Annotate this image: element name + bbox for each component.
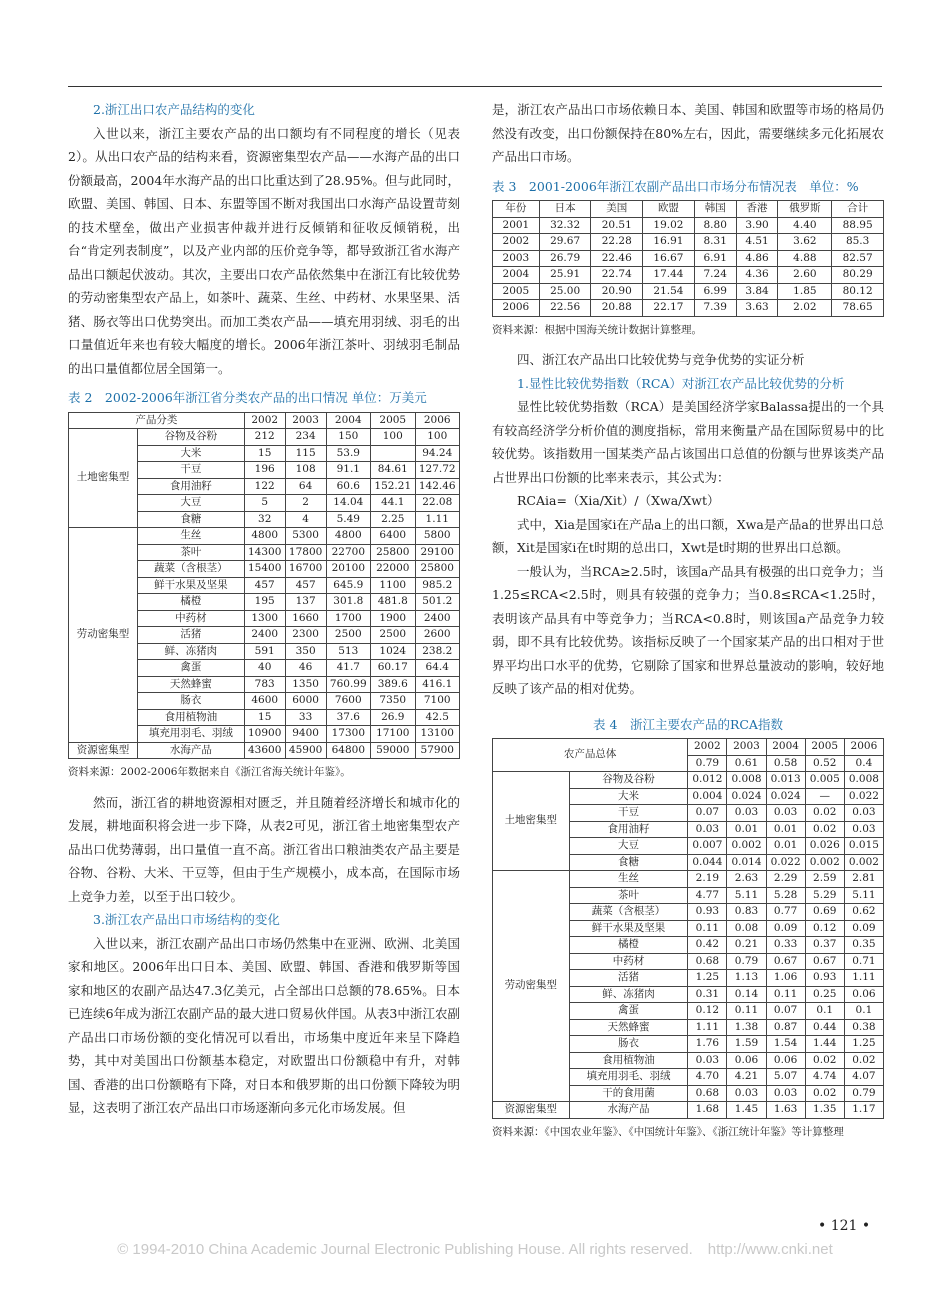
table-row: 大米 0.004 0.024 0.024 — 0.022 — [493, 788, 884, 805]
table-row: 橘橙 0.42 0.21 0.33 0.37 0.35 — [493, 937, 884, 954]
section-heading-export-structure: 2.浙江出口农产品结构的变化 — [93, 102, 255, 117]
table-row: 土地密集型 谷物及谷粉 212 234 150 100 100 — [69, 429, 460, 446]
left-column — [68, 98, 460, 1120]
table3-caption: 表 3 2001-2006年浙江农副产品出口市场分布情况表 单位：% — [492, 178, 859, 194]
table2-caption: 表 2 2002-2006年浙江省分类农产品的出口情况 单位：万美元 — [68, 390, 427, 405]
table-row: 茶叶 4.77 5.11 5.28 5.29 5.11 — [493, 887, 884, 904]
table-row: 食用植物油 15 33 37.6 26.9 42.5 — [69, 709, 460, 726]
table-row: 劳动密集型 生丝 2.19 2.63 2.29 2.59 2.81 — [493, 871, 884, 888]
table2-source: 资料来源：2002-2006年数据来自《浙江省海关统计年鉴》。 — [68, 766, 351, 778]
table-row: 填充用羽毛、羽绒 10900 9400 17300 17100 13100 — [69, 726, 460, 743]
table-row: 天然蜂蜜 783 1350 760.99 389.6 416.1 — [69, 676, 460, 693]
table-row: 2003 26.79 22.46 16.67 6.91 4.86 4.88 82.57 — [493, 250, 884, 267]
paragraph-market-continued: 是，浙江农产品出口市场依赖日本、美国、韩国和欧盟等市场的格局仍然没有改变，出口份额保持在80%左右，因此，需要继续多元化拓展农产品出口市场。 — [492, 102, 884, 164]
table-row: 活猪 2400 2300 2500 2500 2600 — [69, 627, 460, 644]
table-row: 产品分类 2002 2003 2004 2005 2006 — [69, 412, 460, 429]
table-row: 中药材 0.68 0.79 0.67 0.67 0.71 — [493, 953, 884, 970]
table-row: 2004 25.91 22.74 17.44 7.24 4.36 2.60 80.29 — [493, 267, 884, 284]
table-row: 鲜、冻猪肉 0.31 0.14 0.11 0.25 0.06 — [493, 986, 884, 1003]
table-row: 资源密集型 水海产品 1.68 1.45 1.63 1.35 1.17 — [493, 1102, 884, 1119]
table-row: 大米 15 115 53.9 94.24 — [69, 445, 460, 462]
table3-source: 资料来源：根据中国海关统计数据计算整理。 — [492, 323, 702, 336]
table-row: 食用油籽 122 64 60.6 152.21 142.46 — [69, 478, 460, 495]
paragraph-land-resources: 然而，浙江省的耕地资源相对匮乏，并且随着经济增长和城市化的发展，耕地面积将会进一步下降，从表2可见，浙江省土地密集型农产品出口优势薄弱，出口量值一直不高。浙江省出口粮油类农产品主要是谷物、谷粉、大米、干豆等，但由于生产规模小，成本高，在国际市场上竞争力差，以至于出口较少。 — [68, 794, 460, 904]
table-row: 0.79 0.61 0.58 0.52 0.4 — [493, 755, 884, 772]
table-row: 干的食用菌 0.68 0.03 0.03 0.02 0.79 — [493, 1085, 884, 1102]
rca-formula: RCAia=（Xia/Xit）/（Xwa/Xwt） — [517, 493, 720, 508]
table-row: 2006 22.56 20.88 22.17 7.39 3.63 2.02 78.65 — [493, 300, 884, 317]
paragraph-formula-variables: 式中，Xia是国家i在产品a上的出口额，Xwa是产品a的世界出口总额，Xit是国家i在t时期的总出口，Xwt是t时期的世界出口总额。 — [492, 516, 884, 555]
table-row: 劳动密集型 生丝 4800 5300 4800 6400 5800 — [69, 528, 460, 545]
table-row: 食糖 0.044 0.014 0.022 0.002 0.002 — [493, 854, 884, 871]
table-row: 土地密集型 谷物及谷粉 0.012 0.008 0.013 0.005 0.008 — [493, 772, 884, 789]
table-row: 2001 32.32 20.51 19.02 8.80 3.90 4.40 88.95 — [493, 217, 884, 234]
copyright-watermark: © 1994-2010 China Academic Journal Electronic Publishing House. All rights reserved. http://www.cnki.net — [117, 1241, 833, 1258]
table4-caption: 表 4 浙江主要农产品的RCA指数 — [593, 716, 783, 732]
table-row: 干豆 0.07 0.03 0.03 0.02 0.03 — [493, 805, 884, 822]
table-row: 茶叶 14300 17800 22700 25800 29100 — [69, 544, 460, 561]
table-row: 禽蛋 40 46 41.7 60.17 64.4 — [69, 660, 460, 677]
table-row: 肠衣 4600 6000 7600 7350 7100 — [69, 693, 460, 710]
table-row: 大豆 0.007 0.002 0.01 0.026 0.015 — [493, 838, 884, 855]
subsection-heading-rca: 1.显性比较优势指数（RCA）对浙江农产品比较优势的分析 — [517, 375, 845, 391]
table-row: 资源密集型 水海产品 43600 45900 64800 59000 57900 — [69, 742, 460, 759]
table2 — [68, 412, 460, 760]
header-rule — [68, 86, 882, 87]
table-row: 活猪 1.25 1.13 1.06 0.93 1.11 — [493, 970, 884, 987]
table-row: 2002 29.67 22.28 16.91 8.31 4.51 3.62 85.3 — [493, 234, 884, 251]
table-row: 禽蛋 0.12 0.11 0.07 0.1 0.1 — [493, 1003, 884, 1020]
table-row: 农产品总体 2002 2003 2004 2005 2006 — [493, 739, 884, 756]
table3 — [492, 200, 884, 317]
table-row: 食用油籽 0.03 0.01 0.01 0.02 0.03 — [493, 821, 884, 838]
table-row: 橘橙 195 137 301.8 481.8 501.2 — [69, 594, 460, 611]
table-row: 肠衣 1.76 1.59 1.54 1.44 1.25 — [493, 1036, 884, 1053]
table4 — [492, 738, 884, 1119]
right-column — [492, 98, 884, 1150]
table-row: 食糖 32 4 5.49 2.25 1.11 — [69, 511, 460, 528]
table-row: 2005 25.00 20.90 21.54 6.99 3.84 1.85 80.12 — [493, 283, 884, 300]
paragraph-rca-definition: 显性比较优势指数（RCA）是美国经济学家Balassa提出的一个具有较高经济学分析价值的测度指标，常用来衡量产品在国际贸易中的比较优势。该指数用一国某类产品占该国出口总值的份额与世界该类产品占世界出口份额的比率来表示，其公式为： — [492, 399, 884, 485]
table-row: 年份 日本 美国 欧盟 韩国 香港 俄罗斯 合计 — [493, 201, 884, 218]
table-row: 蔬菜（含根茎） 0.93 0.83 0.77 0.69 0.62 — [493, 904, 884, 921]
table-row: 填充用羽毛、羽绒 4.70 4.21 5.07 4.74 4.07 — [493, 1069, 884, 1086]
table4-source: 资料来源：《中国农业年鉴》、《中国统计年鉴》、《浙江统计年鉴》等计算整理 — [492, 1125, 844, 1138]
paragraph-rca-thresholds: 一般认为，当RCA≥2.5时，该国a产品具有极强的出口竞争力；当1.25≤RCA<2.5时，则具有较强的竞争力；当0.8≤RCA<1.25时，表明该产品具有中等竞争力；当RCA<0.8时，则该国a产品竞争力较弱，即不具有比较优势。该指标反映了一个国家某产品的出口相对于世界平均出口水平的优势，它剔除了国家和世界总量波动的影响，较好地反映了该产品的相对优势。 — [492, 563, 884, 696]
table-row: 鲜干水果及坚果 457 457 645.9 1100 985.2 — [69, 577, 460, 594]
paragraph-market-structure: 入世以来，浙江农副产品出口市场仍然集中在亚洲、欧洲、北美国家和地区。2006年出口日本、美国、欧盟、韩国、香港和俄罗斯等国家和地区的农副产品达47.3亿美元，占全部出口总额的78.65%。日本已连续6年成为浙江农副产品的最大进口贸易伙伴国。从表3中浙江农副产品出口市场份额的变化情况可以看出，市场集中度近年来呈下降趋势，其中对美国出口份额基本稳定，对欧盟出口份额稳中有升，对韩国、香港的出口份额略有下降，对日本和俄罗斯的出口份额下降较为明显，这表明了浙江农产品出口市场逐渐向多元化市场发展。但 — [68, 935, 460, 1115]
section-heading-empirical-analysis: 四、浙江农产品出口比较优势与竞争优势的实证分析 — [517, 352, 805, 367]
page-number: • 121 • — [818, 1218, 871, 1234]
table-row: 鲜干水果及坚果 0.11 0.08 0.09 0.12 0.09 — [493, 920, 884, 937]
table-row: 蔬菜（含根茎） 15400 16700 20100 22000 25800 — [69, 561, 460, 578]
table-row: 天然蜂蜜 1.11 1.38 0.87 0.44 0.38 — [493, 1019, 884, 1036]
section-heading-market-structure: 3.浙江农产品出口市场结构的变化 — [93, 912, 280, 927]
table-row: 鲜、冻猪肉 591 350 513 1024 238.2 — [69, 643, 460, 660]
paragraph-export-structure: 入世以来，浙江主要农产品的出口额均有不同程度的增长（见表2）。从出口农产品的结构来看，资源密集型农产品——水海产品的出口份额最高，2004年水海产品的出口比重达到了28.95%。但与此同时，欧盟、美国、韩国、日本、东盟等国不断对我国出口水海产品设置苛刻的技术壁垒，做出产业损害仲裁并进行反倾销和征收反倾销税，出台“肯定列表制度”，以及产业内部的压价竞争等，都导致浙江省水海产品出口额起伏波动。其次，主要出口农产品依然集中在浙江有比较优势的劳动密集型农产品上，如茶叶、蔬菜、生丝、中药材、水果坚果、活猪、肠衣等出口优势突出。而加工类农产品——填充用羽绒、羽毛的出口量值近年来也有较大幅度的增长。2006年浙江茶叶、羽绒羽毛制品的出口量值都位居全国第一。 — [68, 125, 460, 376]
table-row: 大豆 5 2 14.04 44.1 22.08 — [69, 495, 460, 512]
table-row: 食用植物油 0.03 0.06 0.06 0.02 0.02 — [493, 1052, 884, 1069]
table-row: 中药材 1300 1660 1700 1900 2400 — [69, 610, 460, 627]
table-row: 干豆 196 108 91.1 84.61 127.72 — [69, 462, 460, 479]
